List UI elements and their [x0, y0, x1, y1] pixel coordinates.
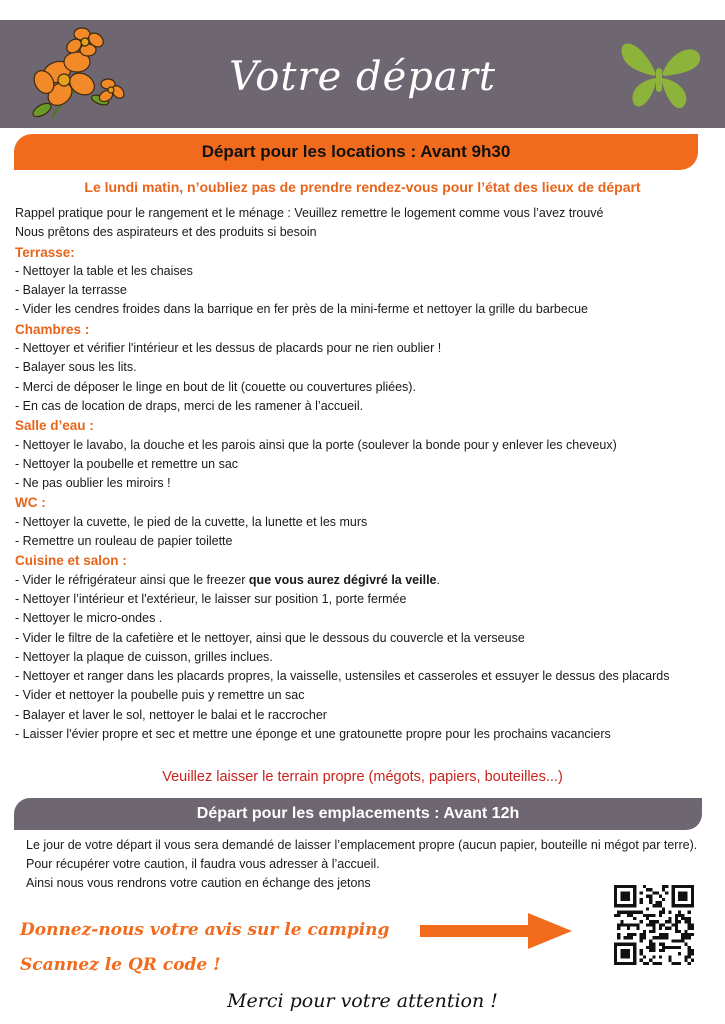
emplacement-line: Pour récupérer votre caution, il faudra vous adresser à l’accueil. [26, 857, 380, 871]
list-item: - Vider le filtre de la cafetière et le nettoyer, ainsi que le dessous du couvercle et la verseuse [15, 630, 525, 645]
list-item: - Nettoyer et vérifier l'intérieur et les dessus de placards pour ne rien oublier ! [15, 341, 442, 356]
emplacement-line: Le jour de votre départ il vous sera demandé de laisser l’emplacement propre (aucun papier, bouteille ni mégot par terre). [26, 838, 698, 852]
page-title: Votre départ [229, 54, 496, 100]
list-item: - Nettoyer le lavabo, la douche et les parois ainsi que la porte (soulever la bonde pour y enlever les cheveux) [15, 437, 617, 452]
list-item: - Nettoyer et ranger dans les placards propres, la vaisselle, ustensiles et casseroles et essuyer le dessus des placards [15, 669, 670, 684]
list-item: - Nettoyer la table et les chaises [15, 263, 193, 278]
intro-line: Rappel pratique pour le rangement et le ménage : Veuillez remettre le logement comme vous l’avez trouvé [15, 206, 604, 220]
section-title-chambres: Chambres : [15, 321, 90, 337]
list-item: - Nettoyer la cuvette, le pied de la cuvette, la lunette et les murs [15, 514, 368, 529]
list-item: - Remettre un rouleau de papier toilette [15, 534, 233, 549]
emplacements-banner [14, 798, 702, 830]
qr-code-icon[interactable] [612, 885, 696, 965]
locations-banner-label: Départ pour les locations : Avant 9h30 [201, 142, 511, 161]
list-item-text: - Vider le réfrigérateur ainsi que le freezer [15, 572, 249, 587]
list-item-text: . [436, 572, 440, 587]
emplacement-line: Ainsi nous vous rendrons votre caution en échange des jetons [26, 876, 371, 890]
intro-line: Nous prêtons des aspirateurs et des produits si besoin [15, 225, 317, 240]
section-title-terrasse: Terrasse: [15, 244, 75, 260]
list-item: - En cas de location de draps, merci de les ramener à l’accueil. [15, 398, 364, 413]
list-item: - Ne pas oublier les miroirs ! [15, 476, 171, 491]
locations-banner [14, 134, 698, 170]
list-item: - Balayer et laver le sol, nettoyer le balai et le raccrocher [15, 707, 327, 722]
review-prompt: Donnez-nous votre avis sur le camping [20, 920, 390, 940]
emplacements-banner-label: Départ pour les emplacements : Avant 12h [196, 805, 520, 822]
section-title-wc: WC : [15, 495, 46, 511]
emplacements-text [26, 836, 702, 893]
list-item: - Laisser l'évier propre et sec et mettre une éponge et une gratounette propre pour les prochains vacanciers [15, 727, 611, 742]
list-item-emphasis: que vous aurez dégivré la veille [248, 572, 437, 587]
list-item: - Nettoyer la poubelle et remettre un sac [15, 456, 239, 471]
header-band [0, 20, 725, 128]
terrain-note: Veuillez laisser le terrain propre (mégots, papiers, bouteilles...) [162, 769, 563, 785]
thank-you-note: Merci pour votre attention ! [227, 990, 498, 1012]
section-title-salle-deau: Salle d’eau : [15, 418, 94, 434]
list-item: - Merci de déposer le linge en bout de lit (couette ou couvertures pliées). [15, 379, 416, 394]
butterfly-icon [612, 34, 708, 116]
list-item: - Nettoyer l’intérieur et l'extérieur, le laisser sur position 1, porte fermée [15, 591, 407, 606]
locations-content [15, 204, 705, 744]
list-item: - Vider et nettoyer la poubelle puis y remettre un sac [15, 688, 305, 703]
list-item: - Balayer la terrasse [15, 283, 127, 298]
section-title-cuisine: Cuisine et salon : [15, 553, 127, 569]
scan-prompt: Scannez le QR code ! [20, 955, 221, 975]
list-item: - Balayer sous les lits. [15, 360, 137, 375]
list-item: - Nettoyer le micro-ondes . [15, 611, 163, 626]
arrow-right-icon [420, 913, 572, 949]
list-item: - Nettoyer la plaque de cuisson, grilles inclues. [15, 649, 273, 664]
locations-subtitle: Le lundi matin, n’oubliez pas de prendre rendez-vous pour l’état des lieux de départ [84, 179, 641, 195]
list-item: - Vider les cendres froides dans la barrique en fer près de la mini-ferme et nettoyer la grille du barbecue [15, 302, 588, 317]
list-item [15, 571, 705, 590]
